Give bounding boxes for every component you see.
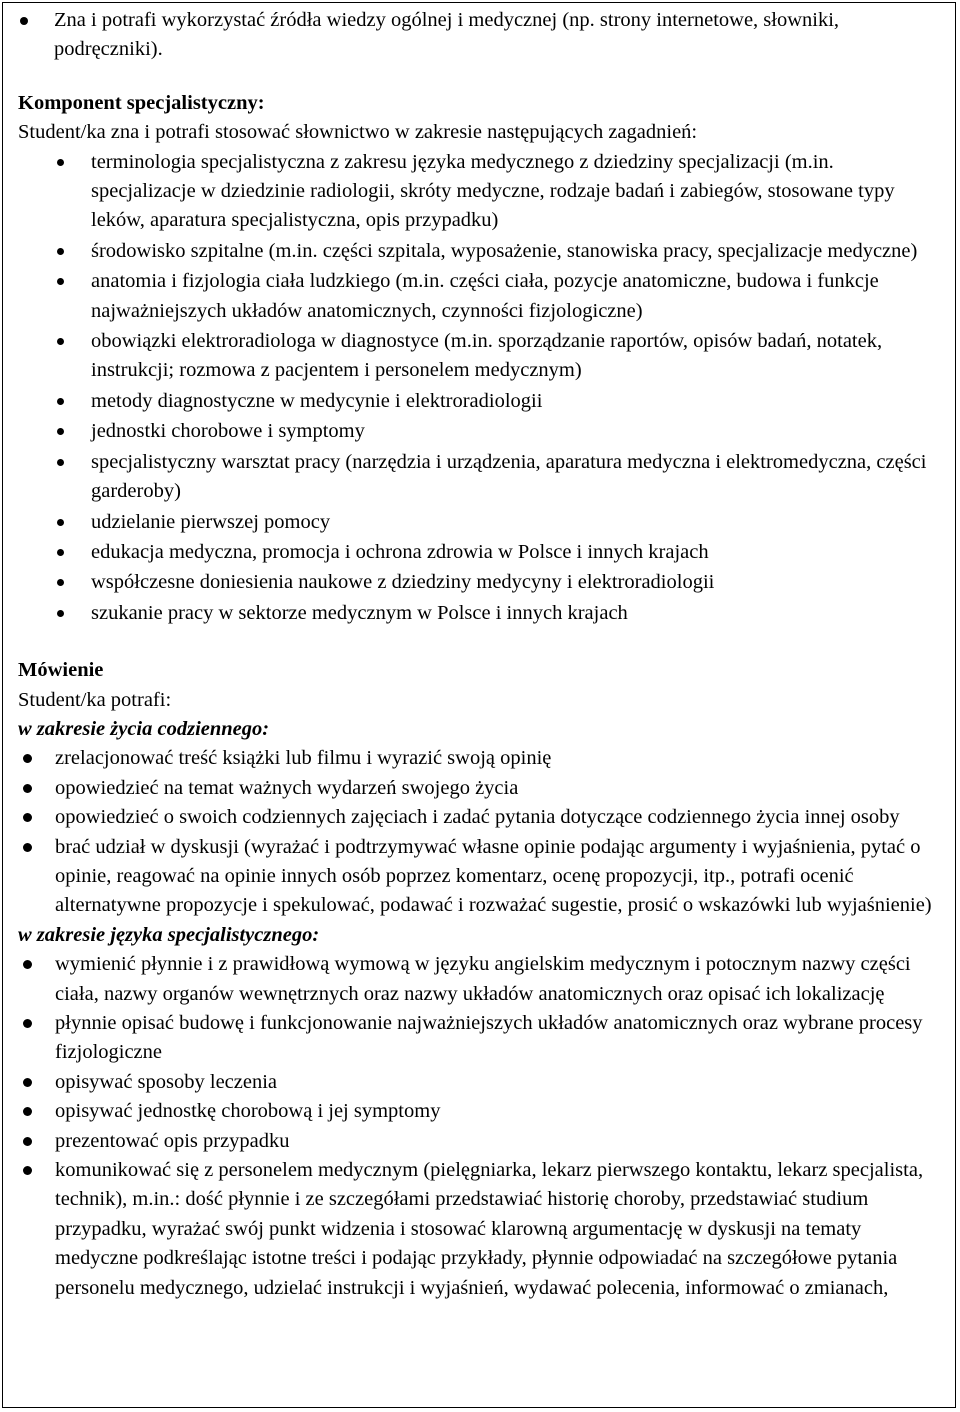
list-item: komunikować się z personelem medycznym (pielęgniarka, lekarz pierwszego kontaktu, lekarz specjalista, technik), m.in.: dość płynnie i ze szczegółami przedstawiać historię choroby, przedstawiać studium przypadku, wyrażać swój punkt widzenia i stosować klarowną argumentację w dyskusji na tematy medyczne podkreślając istotne treści i podając przykłady, płynnie odpowiadać na szczegółowe pytania personelu medycznego, udzielać instrukcji i wyjaśnień, wydawać polecenia, informować o zmianach, [18,1156,943,1303]
specialist-language-list [18,950,943,1303]
list-item: brać udział w dyskusji (wyrażać i podtrzymywać własne opinie podając argumenty i wyjaśnienia, pytać o opinie, reagować na opinie innych osób poprzez komentarz, ocenę propozycji, itp., potrafi ocenić alternatywne propozycje i spekulować, podawać i rozważać sugestie, prosić o wskazówki lub wyjaśnienie) [18,833,943,921]
list-item: współczesne doniesienia naukowe z dziedziny medycyny i elektroradiologii [18,568,943,597]
subheading-daily-life: w zakresie życia codziennego: [18,717,270,740]
bullet-icon [23,1019,32,1028]
bullet-icon [57,579,64,586]
bullet-icon [57,459,64,466]
list-item: zrelacjonować treść książki lub filmu i wyrazić swoją opinię [18,744,943,773]
bullet-icon [23,960,32,969]
subheading-specialist-language: w zakresie języka specjalistycznego: [18,923,320,946]
document-page [2,2,956,1408]
list-item: specjalistyczny warsztat pracy (narzędzia i urządzenia, aparatura medyczna i elektromedyczna, części garderoby) [18,448,943,507]
section-heading-component: Komponent specjalistyczny: [18,91,265,114]
list-item: środowisko szpitalne (m.in. części szpitala, wyposażenie, stanowiska pracy, specjalizacje medyczne) [18,237,943,266]
bullet-icon [23,1137,32,1146]
list-item: edukacja medyczna, promocja i ochrona zdrowia w Polsce i innych krajach [18,538,943,567]
list-item: opisywać jednostkę chorobową i jej symptomy [18,1097,943,1126]
list-item: opowiedzieć o swoich codziennych zajęciach i zadać pytania dotyczące codziennego życia innej osoby [18,803,943,832]
top-list [18,6,943,65]
bullet-icon [57,428,64,435]
list-item: jednostki chorobowe i symptomy [18,417,943,446]
bullet-icon [23,754,32,763]
daily-life-list [18,744,943,920]
section-heading-speaking: Mówienie [18,659,104,682]
bullet-icon [57,338,64,345]
bullet-icon [20,17,28,25]
bullet-icon [57,159,64,166]
list-item: opowiedzieć na temat ważnych wydarzeń swojego życia [18,774,943,803]
bullet-icon [57,549,64,556]
component-topic-list [18,148,943,629]
bullet-icon [23,784,32,793]
list-item: udzielanie pierwszej pomocy [18,508,943,537]
list-item: anatomia i fizjologia ciała ludzkiego (m.in. części ciała, pozycje anatomiczne, budowa i funkcje najważniejszych układów anatomicznych, czynności fizjologiczne) [18,267,943,326]
list-item: prezentować opis przypadku [18,1127,943,1156]
bullet-icon [57,610,64,617]
bullet-icon [57,278,64,285]
list-item: terminologia specjalistyczna z zakresu języka medycznego z dziedziny specjalizacji (m.in. specjalizacje w dziedzinie radiologii, skróty medyczne, rodzaje badań i zabiegów, stosowane typy leków, aparatura specjalistyczna, opis przypadku) [18,148,943,236]
bullet-icon [57,248,64,255]
list-item: opisywać sposoby leczenia [18,1068,943,1097]
bullet-icon [23,1166,32,1175]
list-item: płynnie opisać budowę i funkcjonowanie najważniejszych układów anatomicznych oraz wybrane procesy fizjologiczne [18,1009,943,1068]
bullet-icon [23,1078,32,1087]
list-item: wymienić płynnie i z prawidłową wymową w języku angielskim medycznym i potocznym nazwy części ciała, nazwy organów wewnętrznych oraz nazwy układów anatomicznych oraz opisać ich lokalizację [18,950,943,1009]
bullet-icon [57,519,64,526]
component-intro: Student/ka zna i potrafi stosować słownictwo w zakresie następujących zagadnień: [18,121,698,144]
list-item: szukanie pracy w sektorze medycznym w Polsce i innych krajach [18,599,943,628]
bullet-icon [23,1107,32,1116]
list-item: obowiązki elektroradiologa w diagnostyce (m.in. sporządzanie raportów, opisów badań, notatek, instrukcji; rozmowa z pacjentem i personelem medycznym) [18,327,943,386]
bullet-icon [23,843,32,852]
list-item: metody diagnostyczne w medycynie i elektroradiologii [18,387,943,416]
bullet-icon [23,813,32,822]
list-item: Zna i potrafi wykorzystać źródła wiedzy ogólnej i medycznej (np. strony internetowe, słowniki, podręczniki). [18,6,943,65]
speaking-intro: Student/ka potrafi: [18,688,172,711]
bullet-icon [57,398,64,405]
